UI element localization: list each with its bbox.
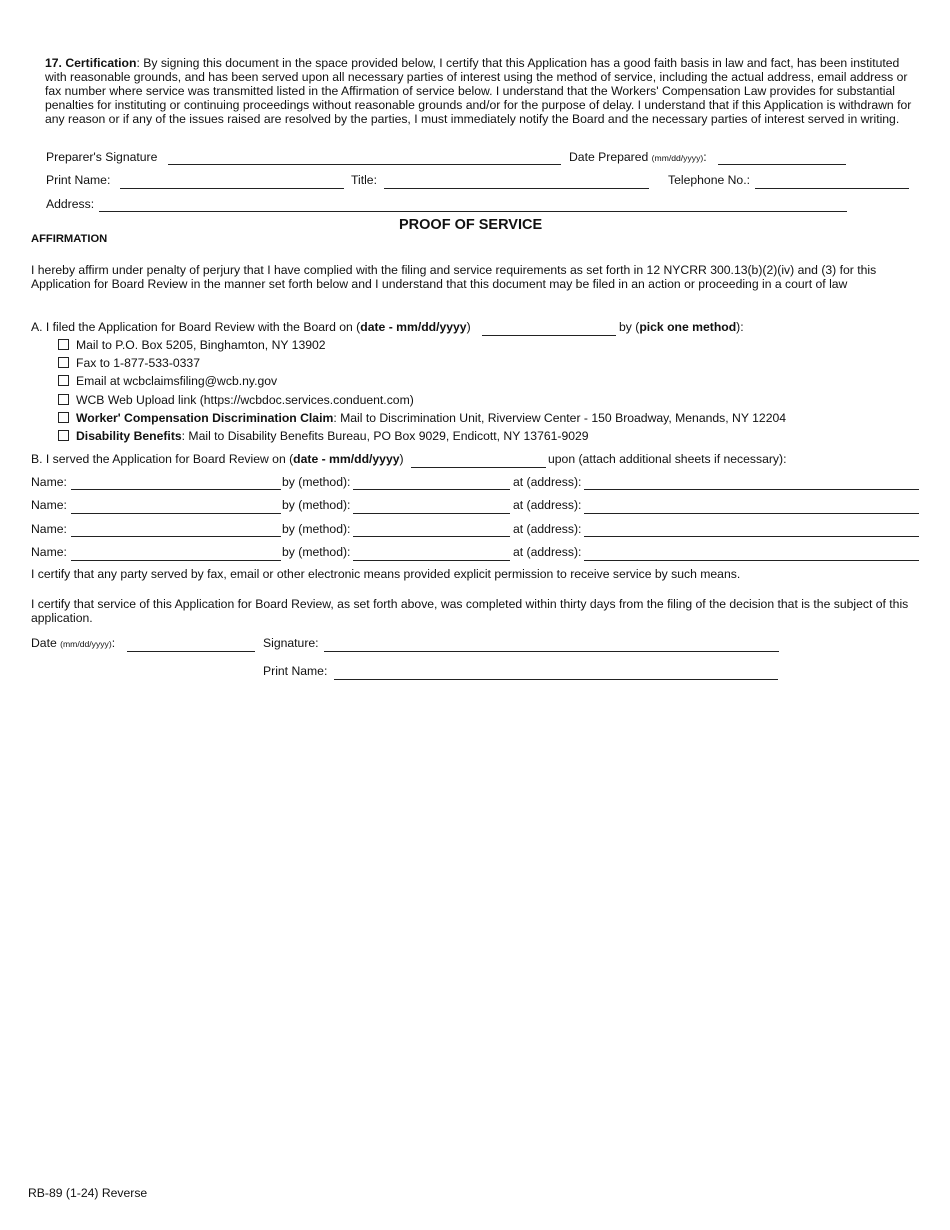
certification-number: 17. <box>45 56 62 70</box>
print-name-field[interactable] <box>120 188 344 189</box>
print-name-label: Print Name: <box>46 173 111 187</box>
option-email: Email at wcbclaimsfiling@wcb.ny.gov <box>76 374 278 388</box>
signature-field[interactable] <box>324 651 779 652</box>
date-prepared-label <box>569 150 707 164</box>
option-discrimination-claim: Worker' Compensation Discrimination Claim: Mail to Discrimination Unit, Riverview Center - 150 Broadway, Menands, NY 12204 <box>76 411 787 425</box>
service-method-field[interactable] <box>353 560 510 561</box>
signature-date-format: (mm/dd/yyyy) <box>60 639 112 649</box>
preparer-signature-field[interactable] <box>168 164 561 165</box>
service-address-label: at (address): <box>513 545 582 559</box>
service-method-label: by (method): <box>282 498 351 512</box>
date-prepared-colon: : <box>703 150 707 164</box>
disability-benefits-checkbox[interactable] <box>58 430 69 441</box>
section-b-upon-text: upon (attach additional sheets if necessary): <box>548 452 787 466</box>
signature-print-name-field[interactable] <box>334 679 778 680</box>
service-name-label: Name: <box>31 475 67 489</box>
service-name-field[interactable] <box>71 560 281 561</box>
service-name-field[interactable] <box>71 489 281 490</box>
address-label: Address: <box>46 197 95 211</box>
option-web-upload: WCB Web Upload link (https://wcbdoc.services.conduent.com) <box>76 393 414 407</box>
date-prepared-text: Date Prepared <box>569 150 649 164</box>
section-a-line <box>31 320 471 334</box>
service-method-label: by (method): <box>282 545 351 559</box>
signature-date-field[interactable] <box>127 651 255 652</box>
affirmation-heading: AFFIRMATION <box>31 233 108 245</box>
section-b-prefix: B. I served the Application for Board Review on ( <box>31 452 294 466</box>
fax-checkbox[interactable] <box>58 357 69 368</box>
web-upload-checkbox[interactable] <box>58 394 69 405</box>
service-address-field[interactable] <box>584 489 919 490</box>
discrimination-claim-checkbox[interactable] <box>58 412 69 423</box>
section-a-method-prompt <box>619 320 744 334</box>
signature-print-name-label: Print Name: <box>263 664 328 678</box>
section-b-date-field[interactable] <box>411 467 546 468</box>
form-id-footer: RB-89 (1-24) Reverse <box>28 1186 148 1200</box>
section-a-date-field[interactable] <box>482 335 616 336</box>
certification-text: : By signing this document in the space provided below, I certify that this Application has a good faith basis in law and fact, has been instituted with reasonable grounds, and has been served upon all necessary parties of interest using the method of service, including the actual address, email address or fax number where service was transmitted listed in the Affirmation of service below. I understand that the Workers' Compensation Law provides for substantial penalties for instituting or continuing proceedings without reasonable grounds and/or for the purpose of delay. I understand that if this Application is withdrawn for any reason or if any of the issues raised are resolved by the parties, I must immediately notify the Board and the necessary parties of interest served in writing. <box>45 56 912 126</box>
affirmation-text: I hereby affirm under penalty of perjury that I have complied with the filing and service requirements as set forth in 12 NYCRR 300.13(b)(2)(iv) and (3) for this Application for Board Review in the manner set forth below and I understand that this document may be filed in an action or proceeding in a court of law <box>31 263 877 291</box>
option-mail: Mail to P.O. Box 5205, Binghamton, NY 13902 <box>76 338 326 352</box>
title-field[interactable] <box>384 188 649 189</box>
service-name-label: Name: <box>31 522 67 536</box>
section-a-close: ) <box>466 320 471 334</box>
certification-paragraph <box>45 56 913 126</box>
service-address-label: at (address): <box>513 498 582 512</box>
service-address-field[interactable] <box>584 536 919 537</box>
service-name-field[interactable] <box>71 513 281 514</box>
service-method-field[interactable] <box>353 489 510 490</box>
certification-title: Certification <box>65 56 137 70</box>
section-a-prefix: A. I filed the Application for Board Review with the Board on ( <box>31 320 361 334</box>
section-b-close: ) <box>399 452 404 466</box>
email-checkbox[interactable] <box>58 375 69 386</box>
service-method-label: by (method): <box>282 522 351 536</box>
address-field[interactable] <box>99 211 847 212</box>
certify-thirty-days-text: I certify that service of this Application for Board Review, as set forth above, was completed within thirty days from the filing of the decision that is the subject of this application. <box>31 597 909 625</box>
service-name-label: Name: <box>31 545 67 559</box>
section-b-date-format: date - mm/dd/yyyy <box>293 452 400 466</box>
service-address-field[interactable] <box>584 560 919 561</box>
service-method-field[interactable] <box>353 536 510 537</box>
service-address-label: at (address): <box>513 522 582 536</box>
service-address-label: at (address): <box>513 475 582 489</box>
section-a-by-prefix: by ( <box>619 320 640 334</box>
date-prepared-field[interactable] <box>718 164 846 165</box>
telephone-field[interactable] <box>755 188 909 189</box>
signature-date-colon: : <box>111 636 116 650</box>
service-method-field[interactable] <box>353 513 510 514</box>
signature-label: Signature: <box>263 636 319 650</box>
section-a-pick-method: pick one method <box>639 320 737 334</box>
section-a-by-suffix: ): <box>736 320 744 334</box>
option-disability-benefits: Disability Benefits: Mail to Disability Benefits Bureau, PO Box 9029, Endicott, NY 13761-9029 <box>76 429 589 443</box>
service-name-field[interactable] <box>71 536 281 537</box>
title-label: Title: <box>351 173 377 187</box>
signature-date-text: Date <box>31 636 57 650</box>
signature-date-label <box>31 636 115 650</box>
service-address-field[interactable] <box>584 513 919 514</box>
service-name-label: Name: <box>31 498 67 512</box>
section-b-line <box>31 452 404 466</box>
section-a-date-format: date - mm/dd/yyyy <box>360 320 467 334</box>
certify-electronic-text: I certify that any party served by fax, email or other electronic means provided explicit permission to receive service by such means. <box>31 567 741 581</box>
proof-of-service-title: PROOF OF SERVICE <box>399 217 543 233</box>
date-prepared-format: (mm/dd/yyyy) <box>651 153 704 163</box>
telephone-label: Telephone No.: <box>668 173 750 187</box>
preparer-signature-label: Preparer's Signature <box>46 150 158 164</box>
option-fax: Fax to 1-877-533-0337 <box>76 356 200 370</box>
service-method-label: by (method): <box>282 475 351 489</box>
mail-checkbox[interactable] <box>58 339 69 350</box>
